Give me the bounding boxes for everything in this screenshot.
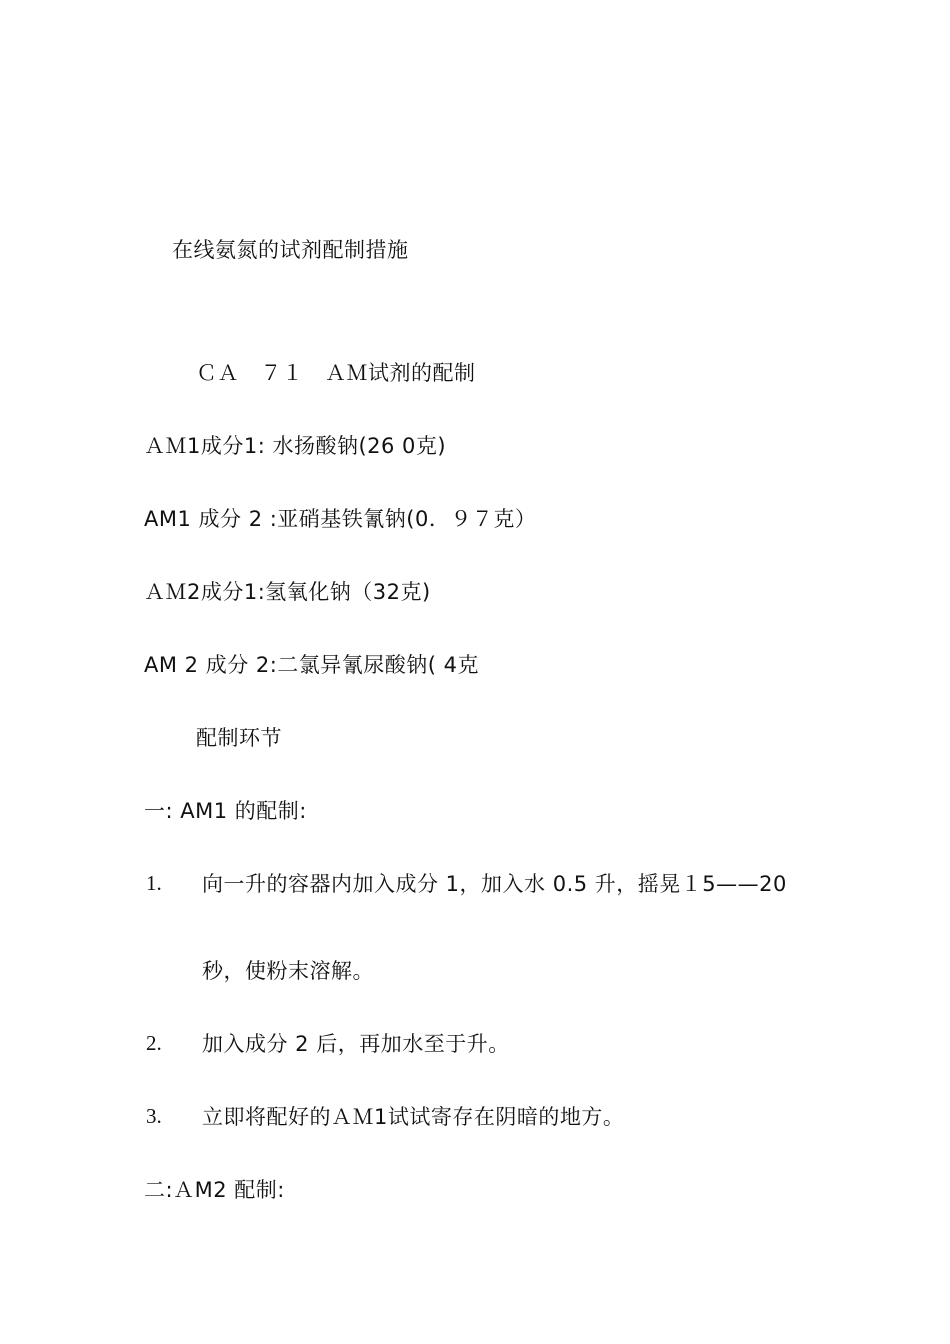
step-text: 立即将配好的ＡＭ1试试寄存在阴暗的地方。 (202, 1105, 625, 1129)
component-am1-2: AM1 成分 2 :亚硝基铁氰钠(0．９７克） (144, 507, 537, 531)
step-number: 2. (146, 1031, 162, 1055)
document-title: 在线氨氮的试剂配制措施 (172, 238, 409, 262)
component-am1-1: ＡＭ1成分1: 水扬酸钠(26 0克) (144, 434, 447, 458)
steps-heading: 配制环节 (196, 726, 282, 750)
step-number: 1. (146, 871, 162, 895)
component-am2-2: AM 2 成分 2:二氯异氰尿酸钠( 4克 (144, 653, 480, 677)
section1-heading: 一: AM1 的配制: (144, 799, 307, 823)
step-text: 向一升的容器内加入成分 1，加入水 0.5 升，摇晃１5——20 (202, 872, 787, 896)
document-subtitle: ＣＡ ７１ ＡＭ试剂的配制 (196, 361, 476, 385)
step-number: 3. (146, 1104, 162, 1128)
section2-heading: 二:ＡM2 配制: (144, 1178, 285, 1202)
step-text: 加入成分 2 后，再加水至于升。 (202, 1032, 510, 1056)
step-text-continued: 秒，使粉末溶解。 (202, 959, 374, 983)
component-am2-1: ＡＭ2成分1:氢氧化钠（32克) (144, 580, 431, 604)
